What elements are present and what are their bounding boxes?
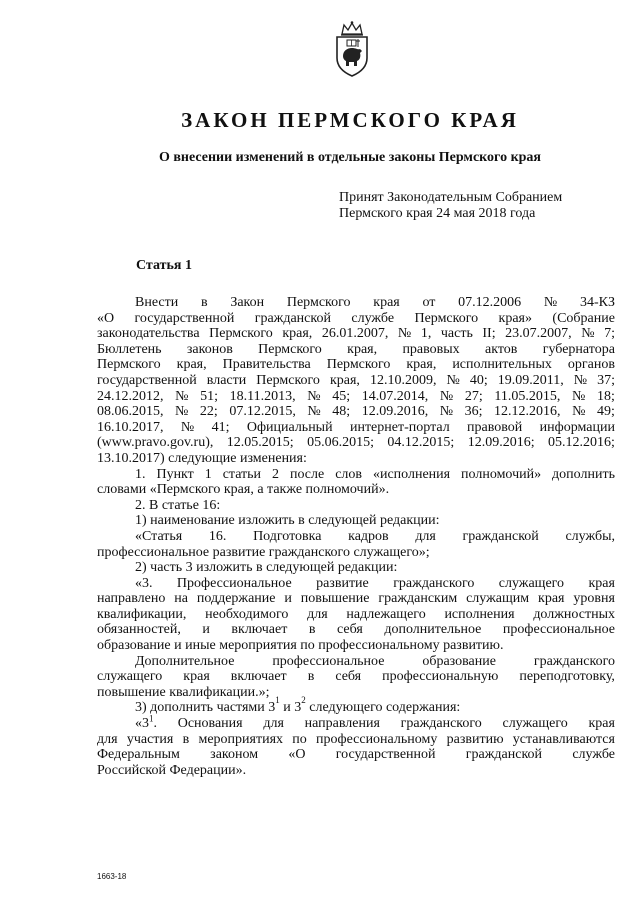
text-line: для участия в мероприятиях по профессиональному развитию устанавливаются (97, 731, 615, 747)
supplement-line (97, 695, 615, 716)
text-line: государственной власти Пермского края, 12.10.2009, № 40; 19.09.2011, № 37; (97, 372, 615, 388)
supplement-suffix: следующего содержания: (305, 700, 461, 716)
text-line: 08.06.2015, № 22; 07.12.2015, № 48; 12.09.2016, № 36; 12.12.2016, № 49; (97, 404, 615, 420)
text-line: служащего края включает в себя профессиональную переподготовку, (97, 669, 615, 685)
text-line: квалификации, необходимого для надлежащего исполнения должностных (97, 606, 615, 622)
text-line: повышение квалификации.»; (97, 684, 270, 700)
article-heading: Статья 1 (136, 258, 192, 273)
body-lines-tail (97, 732, 615, 779)
text-line: 2) часть 3 изложить в следующей редакции: (135, 560, 398, 576)
text-line: словами «Пермского края, а также полномочий». (97, 482, 390, 498)
superscript-2: 2 (301, 695, 306, 706)
body-lines-main (97, 295, 615, 700)
quote-first-line: «$3^1$. Основания для направления гражданского служащего края (135, 713, 615, 732)
text-line: «Статья 16. Подготовка кадров для гражданской службы, (135, 528, 615, 544)
text-line: 16.10.2017, № 41; Официальный интернет-портал правовой информации (97, 419, 615, 435)
document-code: 1663-18 (97, 872, 127, 881)
text-line: Внести в Закон Пермского края от 07.12.2006 № 34-КЗ (135, 295, 615, 310)
supplement-middle: и 3 (279, 700, 302, 716)
text-line: направлено на поддержание и повышение гражданским служащим края уровня (97, 591, 615, 607)
text-line: 13.10.2017) следующие изменения: (97, 450, 307, 466)
law-subtitle: О внесении изменений в отдельные законы Пермского края (158, 150, 541, 165)
text-line: 2. В статье 16: (135, 497, 221, 513)
text-line: Дополнительное профессиональное образование гражданского (135, 653, 615, 669)
text-line: Федеральным законом «О государственной гражданской службе (97, 747, 615, 763)
text-line: образование и иные мероприятия по профессиональному развитию. (97, 638, 504, 654)
text-line: 24.12.2012, № 51; 18.11.2013, № 45; 14.07.2014, № 27; 11.05.2015, № 18; (97, 388, 615, 404)
article-body (97, 295, 615, 778)
text-line: 1) наименование изложить в следующей редакции: (135, 513, 440, 529)
superscript-1: 1 (275, 695, 280, 706)
quote-number: «$3^1$. (135, 713, 157, 732)
text-line: Бюллетень законов Пермского края, правовых актов губернатора (97, 341, 615, 357)
text-line: «3. Профессиональное развитие гражданского служащего края (135, 575, 615, 591)
text-line: профессиональное развитие гражданского служащего»; (97, 544, 430, 560)
adoption-note (339, 190, 562, 222)
adoption-line-2: Пермского края 24 мая 2018 года (339, 206, 536, 221)
adoption-line-1: Принят Законодательным Собранием (339, 190, 563, 205)
supplement-prefix: 3) дополнить частями 3 (135, 700, 276, 716)
text-line: «О государственной гражданской службе Пермского края» (Собрание (97, 310, 615, 326)
coat-of-arms-emblem (330, 20, 374, 78)
text-line: (www.pravo.gov.ru), 12.05.2015; 05.06.2015; 04.12.2015; 12.09.2016; 05.12.2016; (97, 435, 615, 451)
text-line: 1. Пункт 1 статьи 2 после слов «исполнения полномочий» дополнить (135, 466, 615, 482)
law-title: ЗАКОН ПЕРМСКОГО КРАЯ (181, 108, 519, 132)
text-line: Пермского края, Правительства Пермского края, исполнительных органов (97, 357, 615, 373)
text-line: законодательства Пермского края, 26.01.2007, № 1, часть II; 23.07.2007, № 7; (97, 326, 615, 342)
text-line: обязанностей, и включает в себя дополнительное профессиональное (97, 622, 615, 638)
text-line: Российской Федерации». (97, 762, 247, 778)
